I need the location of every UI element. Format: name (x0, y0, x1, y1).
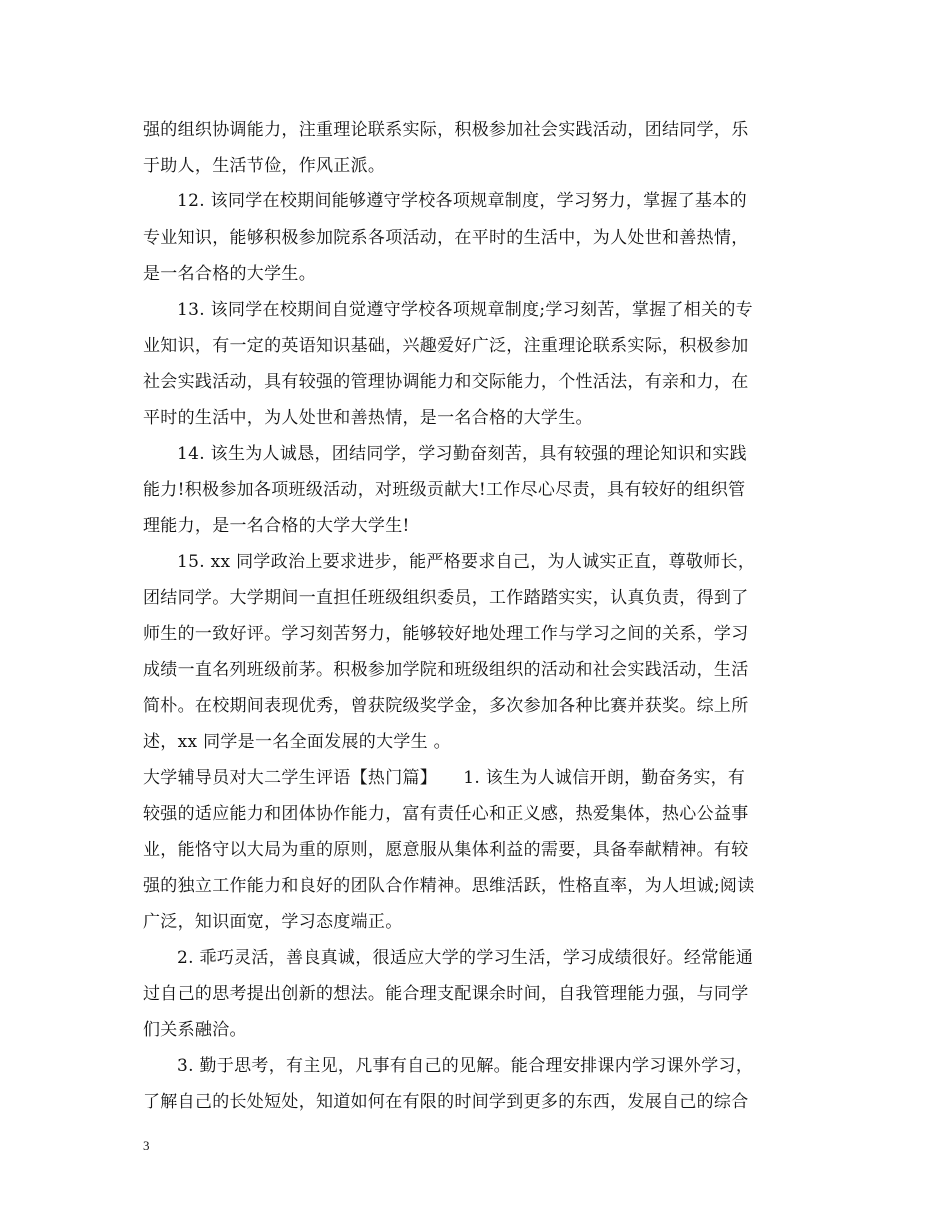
text-line: 了解自己的长处短处，知道如何在有限的时间学到更多的东西，发展自己的综合 (143, 1092, 749, 1112)
text-line: 12. 该同学在校期间能够遵守学校各项规章制度，学习努力，掌握了基本的 (177, 191, 747, 211)
text-line: 业知识，有一定的英语知识基础，兴趣爱好广泛，注重理论联系实际，积极参加 (143, 336, 749, 356)
text-line: 成绩一直名列班级前茅。积极参加学院和班级组织的活动和社会实践活动，生活 (143, 660, 749, 680)
text-line: 广泛，知识面宽，学习态度端正。 (143, 912, 403, 932)
text-line: 社会实践活动，具有较强的管理协调能力和交际能力，个性活法，有亲和力，在 (143, 372, 749, 392)
text-line: 强的独立工作能力和良好的团队合作精神。思维活跃，性格直率，为人坦诚;阅读 (143, 876, 755, 896)
text-line: 过自己的思考提出创新的想法。能合理支配课余时间，自我管理能力强，与同学 (143, 984, 749, 1004)
text-line: 2. 乖巧灵活，善良真诚，很适应大学的学习生活，学习成绩很好。经常能通 (177, 948, 754, 968)
text-line: 是一名合格的大学生。 (143, 264, 316, 284)
page-number: 3 (143, 1138, 150, 1153)
text-line: 13. 该同学在校期间自觉遵守学校各项规章制度;学习刻苦，掌握了相关的专 (177, 300, 753, 320)
text-line: 能力!积极参加各项班级活动，对班级贡献大!工作尽心尽责，具有较好的组织管 (143, 480, 746, 500)
text-line: 专业知识，能够积极参加院系各项活动，在平时的生活中，为人处世和善热情， (143, 228, 749, 248)
text-line: 平时的生活中，为人处世和善热情，是一名合格的大学生。 (143, 408, 593, 428)
text-line: 14. 该生为人诚恳，团结同学，学习勤奋刻苦，具有较强的理论知识和实践 (177, 444, 747, 464)
text-line: 强的组织协调能力，注重理论联系实际，积极参加社会实践活动，团结同学，乐 (143, 120, 749, 140)
text-line: 业，能恪守以大局为重的原则，愿意服从集体利益的需要，具备奉献精神。有较 (143, 840, 749, 860)
text-line: 3. 勤于思考，有主见，凡事有自己的见解。能合理安排课内学习课外学习， (177, 1056, 754, 1076)
text-line: 15. xx 同学政治上要求进步，能严格要求自己，为人诚实正直，尊敬师长， (177, 552, 756, 572)
text-line: 团结同学。大学期间一直担任班级组织委员，工作踏踏实实，认真负责，得到了 (143, 588, 749, 608)
text-line: 们关系融洽。 (143, 1020, 247, 1040)
text-line: 较强的适应能力和团体协作能力，富有责任心和正义感，热爱集体，热心公益事 (143, 804, 749, 824)
text-line: 师生的一致好评。学习刻苦努力，能够较好地处理工作与学习之间的关系，学习 (143, 624, 749, 644)
text-line: 于助人，生活节俭，作风正派。 (143, 156, 386, 176)
text-line: 理能力，是一名合格的大学大学生! (143, 516, 410, 536)
text-line: 简朴。在校期间表现优秀，曾获院级奖学金，多次参加各种比赛并获奖。综上所 (143, 696, 749, 716)
text-line: 大学辅导员对大二学生评语【热门篇】 1. 该生为人诚信开朗，勤奋务实，有 (143, 768, 746, 788)
text-line: 述，xx 同学是一名全面发展的大学生 。 (143, 732, 451, 752)
